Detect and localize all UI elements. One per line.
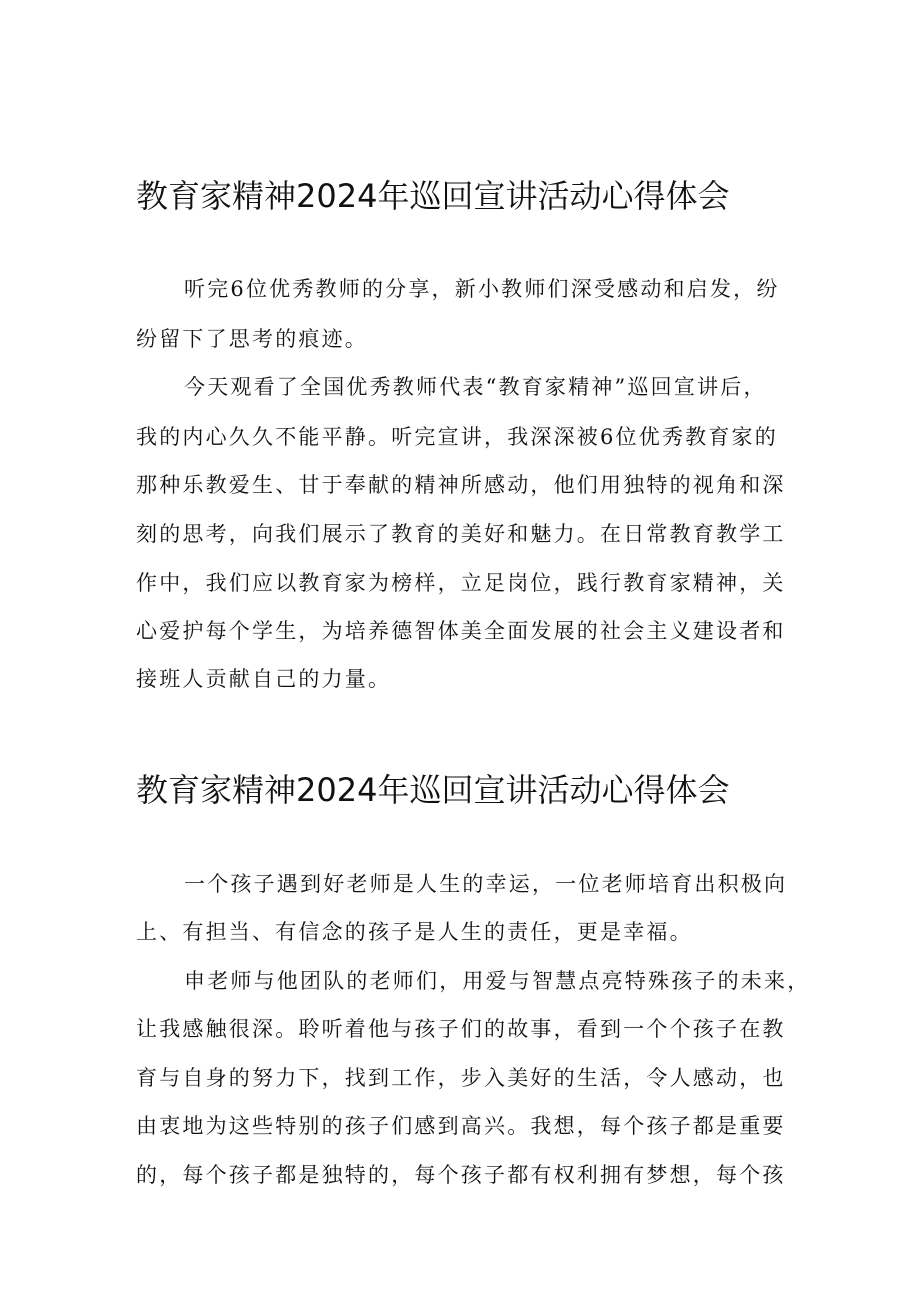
paragraph-line: 一个孩子遇到好老师是人生的幸运，一位老师培育出积极向 xyxy=(184,872,788,896)
paragraph-line: 育与自身的努力下，找到工作，步入美好的生活，令人感动，也 xyxy=(136,1066,786,1090)
paragraph-line: 接班人贡献自己的力量。 xyxy=(136,667,392,691)
paragraph-line: 心爱护每个学生，为培养德智体美全面发展的社会主义建设者和 xyxy=(136,619,786,643)
paragraph-line: 今天观看了全国优秀教师代表“教育家精神”巡回宣讲后， xyxy=(184,375,767,399)
paragraph-line: 我的内心久久不能平静。听完宣讲，我深深被6位优秀教育家的 xyxy=(136,425,778,449)
paragraph-line: 的，每个孩子都是独特的，每个孩子都有权利拥有梦想，每个孩 xyxy=(136,1163,786,1187)
section-title: 教育家精神2024年巡回宣讲活动心得体会 xyxy=(136,177,730,215)
paragraph-line: 上、有担当、有信念的孩子是人生的责任，更是幸福。 xyxy=(136,920,693,944)
paragraph-line: 作中，我们应以教育家为榜样，立足岗位，践行教育家精神，关 xyxy=(136,571,786,595)
paragraph-line: 纷留下了思考的痕迹。 xyxy=(136,327,368,351)
paragraph-line: 由衷地为这些特别的孩子们感到高兴。我想，每个孩子都是重要 xyxy=(136,1114,786,1138)
paragraph-line: 申老师与他团队的老师们，用爱与智慧点亮特殊孩子的未来， xyxy=(184,969,811,993)
section-title: 教育家精神2024年巡回宣讲活动心得体会 xyxy=(136,771,730,809)
paragraph-line: 刻的思考，向我们展示了教育的美好和魅力。在日常教育教学工 xyxy=(136,522,786,546)
paragraph-line: 那种乐教爱生、甘于奉献的精神所感动，他们用独特的视角和深 xyxy=(136,473,786,497)
paragraph-line: 听完6位优秀教师的分享，新小教师们深受感动和启发，纷 xyxy=(184,277,780,301)
paragraph-line: 让我感触很深。聆听着他与孩子们的故事，看到一个个孩子在教 xyxy=(136,1017,786,1041)
